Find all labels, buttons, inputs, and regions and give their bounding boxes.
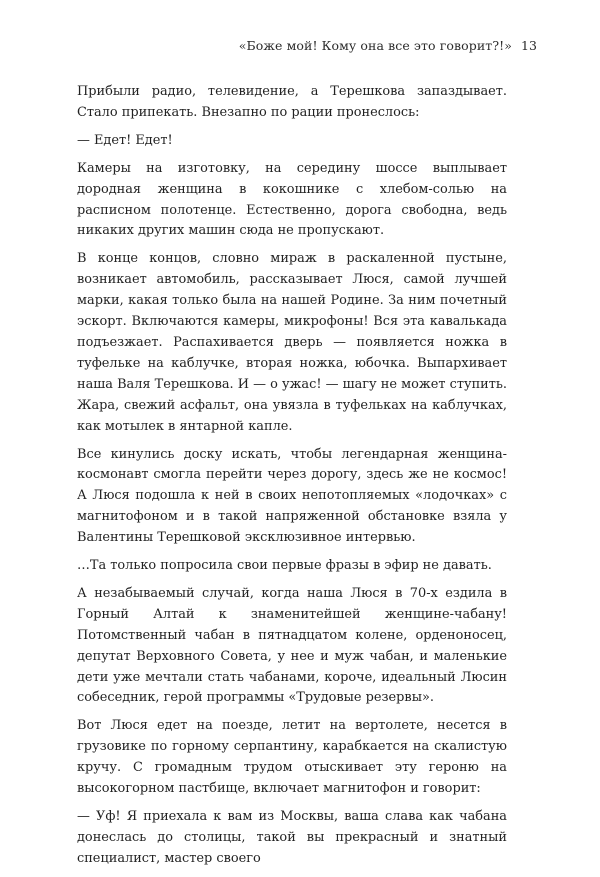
- paragraph: Прибыли радио, телевидение, а Терешкова запаздывает. Стало припекать. Внезапно по рации пронеслось:: [77, 84, 507, 120]
- body-text: [77, 82, 507, 877]
- paragraph: А незабываемый случай, когда наша Люся в 70-х ездила в Горный Алтай к знаменитейшей женщине-чабану! Потомственный чабан в пятнадцатом колене, орденоносец, депутат Верховного Совета, у нее и муж чабан, и маленькие дети уже мечтали стать чабанами, короче, идеальный Люсин собеседник, герой программы «Трудовые резервы».: [77, 585, 507, 706]
- paragraph: …Та только попросила свои первые фразы в эфир не давать.: [77, 558, 492, 574]
- paragraph: В конце концов, словно мираж в раскаленной пустыне, возникает автомобиль, рассказывает Люся, самой лучшей марки, какая только была на нашей Родине. За ним почетный эскорт. Включаются камеры, микрофоны! Вся эта кавалькада подъезжает. Распахивается дверь — появляется ножка в туфельке на каблучке, вторая ножка, юбочка. Выпархивает наша Валя Терешкова. И — о ужас! — шагу не может ступить. Жара, свежий асфальт, она увязла в туфельках на каблучках, как мотылек в янтарной капле.: [77, 251, 507, 434]
- paragraph: — Уф! Я приехала к вам из Москвы, ваша слава как чабана донеслась до столицы, такой вы прекрасный и знатный специалист, мастер своего: [77, 809, 507, 866]
- paragraph: Вот Люся едет на поезде, летит на вертолете, несется в грузовике по горному серпантину, карабкается на скалистую кручу. С громадным трудом отыскивает эту героню на высокогорном пастбище, включает магнитофон и говорит:: [77, 718, 507, 797]
- paragraph: Камеры на изготовку, на середину шоссе выплывает дородная женщина в кокошнике с хлебом-солью на расписном полотенце. Естественно, дорога свободна, ведь никаких других машин сюда не пропускают.: [77, 160, 507, 239]
- running-head: «Боже мой! Кому она все это говорит?!»: [238, 38, 512, 53]
- paragraph: — Едет! Едет!: [77, 132, 173, 148]
- page-number: 13: [521, 38, 537, 53]
- paragraph: Все кинулись доску искать, чтобы легендарная женщина-космонавт смогла перейти через дорогу, здесь же не космос! А Люся подошла к ней в своих непотопляемых «лодочках» с магнитофоном и в такой напряженной обстановке взяла у Валентины Терешковой эксклюзивное интервью.: [77, 446, 507, 546]
